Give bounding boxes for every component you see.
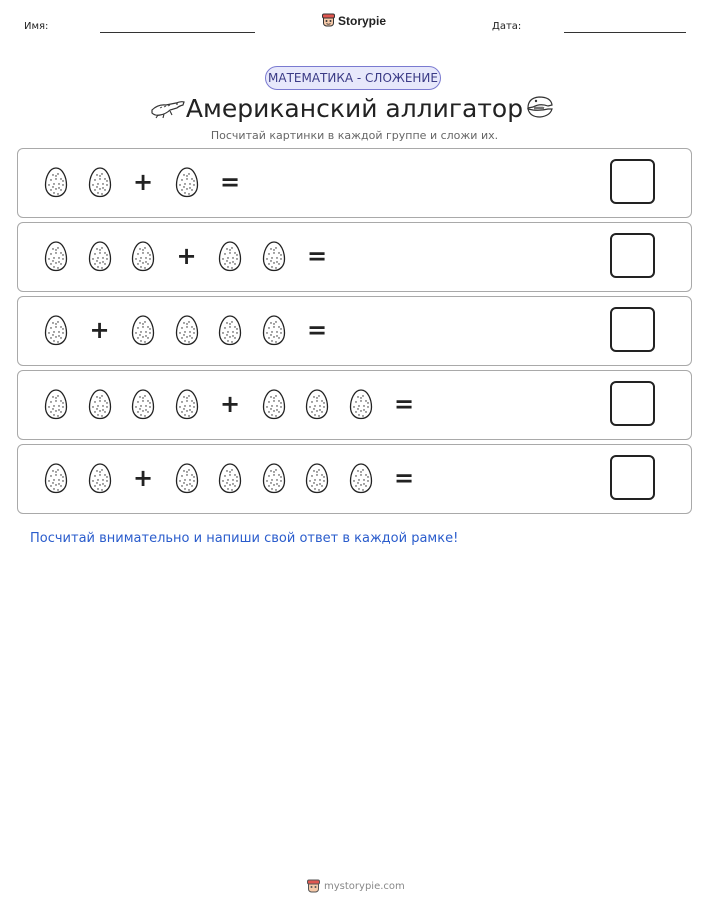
egg-icon (88, 166, 112, 198)
plus-sign: + (132, 464, 154, 492)
equals-sign: = (393, 390, 415, 418)
instructions-subtitle: Посчитай картинки в каждой группе и сложи их. (210, 129, 499, 142)
problem-row (17, 444, 692, 514)
egg-icon (305, 462, 329, 494)
egg-icon (175, 388, 199, 420)
egg-icon (88, 462, 112, 494)
egg-icon (349, 462, 373, 494)
egg-icon (88, 388, 112, 420)
date-label: Дата: (492, 21, 522, 32)
page-title: Американский аллигатор (185, 94, 524, 123)
storypie-mascot-icon (307, 879, 320, 894)
date-line[interactable] (564, 32, 686, 33)
egg-icon (218, 314, 242, 346)
footer-site: mystorypie.com (324, 881, 405, 892)
egg-icon (218, 240, 242, 272)
egg-icon (218, 462, 242, 494)
equals-sign: = (306, 316, 328, 344)
footer (307, 879, 405, 894)
egg-icon (262, 314, 286, 346)
answer-box[interactable] (610, 381, 655, 426)
answer-instruction: Посчитай внимательно и напиши свой ответ в каждой рамке! (30, 531, 459, 546)
egg-icon (131, 314, 155, 346)
answer-box[interactable] (610, 159, 655, 204)
egg-icon (44, 166, 68, 198)
answer-box[interactable] (610, 455, 655, 500)
egg-icon (175, 462, 199, 494)
plus-sign: + (132, 168, 154, 196)
egg-icon (262, 388, 286, 420)
plus-sign: + (89, 316, 110, 344)
plus-sign: + (176, 242, 197, 270)
brand-name: Storypie (338, 13, 387, 28)
equals-sign: = (393, 464, 415, 492)
plus-sign: + (219, 390, 241, 418)
problem-row (17, 296, 692, 366)
equals-sign: = (306, 242, 328, 270)
egg-icon (349, 388, 373, 420)
problem-row (17, 222, 692, 292)
egg-icon (131, 240, 155, 272)
name-label: Имя: (24, 21, 49, 32)
subject-badge: МАТЕМАТИКА - СЛОЖЕНИЕ (265, 66, 441, 90)
egg-icon (175, 166, 199, 198)
egg-icon (131, 388, 155, 420)
equals-sign: = (219, 168, 241, 196)
alligator-head-icon (525, 94, 555, 120)
problem-row (17, 148, 692, 218)
egg-icon (262, 462, 286, 494)
problem-row (17, 370, 692, 440)
egg-icon (44, 462, 68, 494)
answer-box[interactable] (610, 233, 655, 278)
egg-icon (88, 240, 112, 272)
egg-icon (44, 314, 68, 346)
egg-icon (44, 388, 68, 420)
answer-box[interactable] (610, 307, 655, 352)
brand-logo (322, 13, 386, 28)
egg-icon (305, 388, 329, 420)
egg-icon (44, 240, 68, 272)
name-line[interactable] (100, 32, 255, 33)
egg-icon (262, 240, 286, 272)
storypie-mascot-icon (322, 13, 335, 28)
egg-icon (175, 314, 199, 346)
